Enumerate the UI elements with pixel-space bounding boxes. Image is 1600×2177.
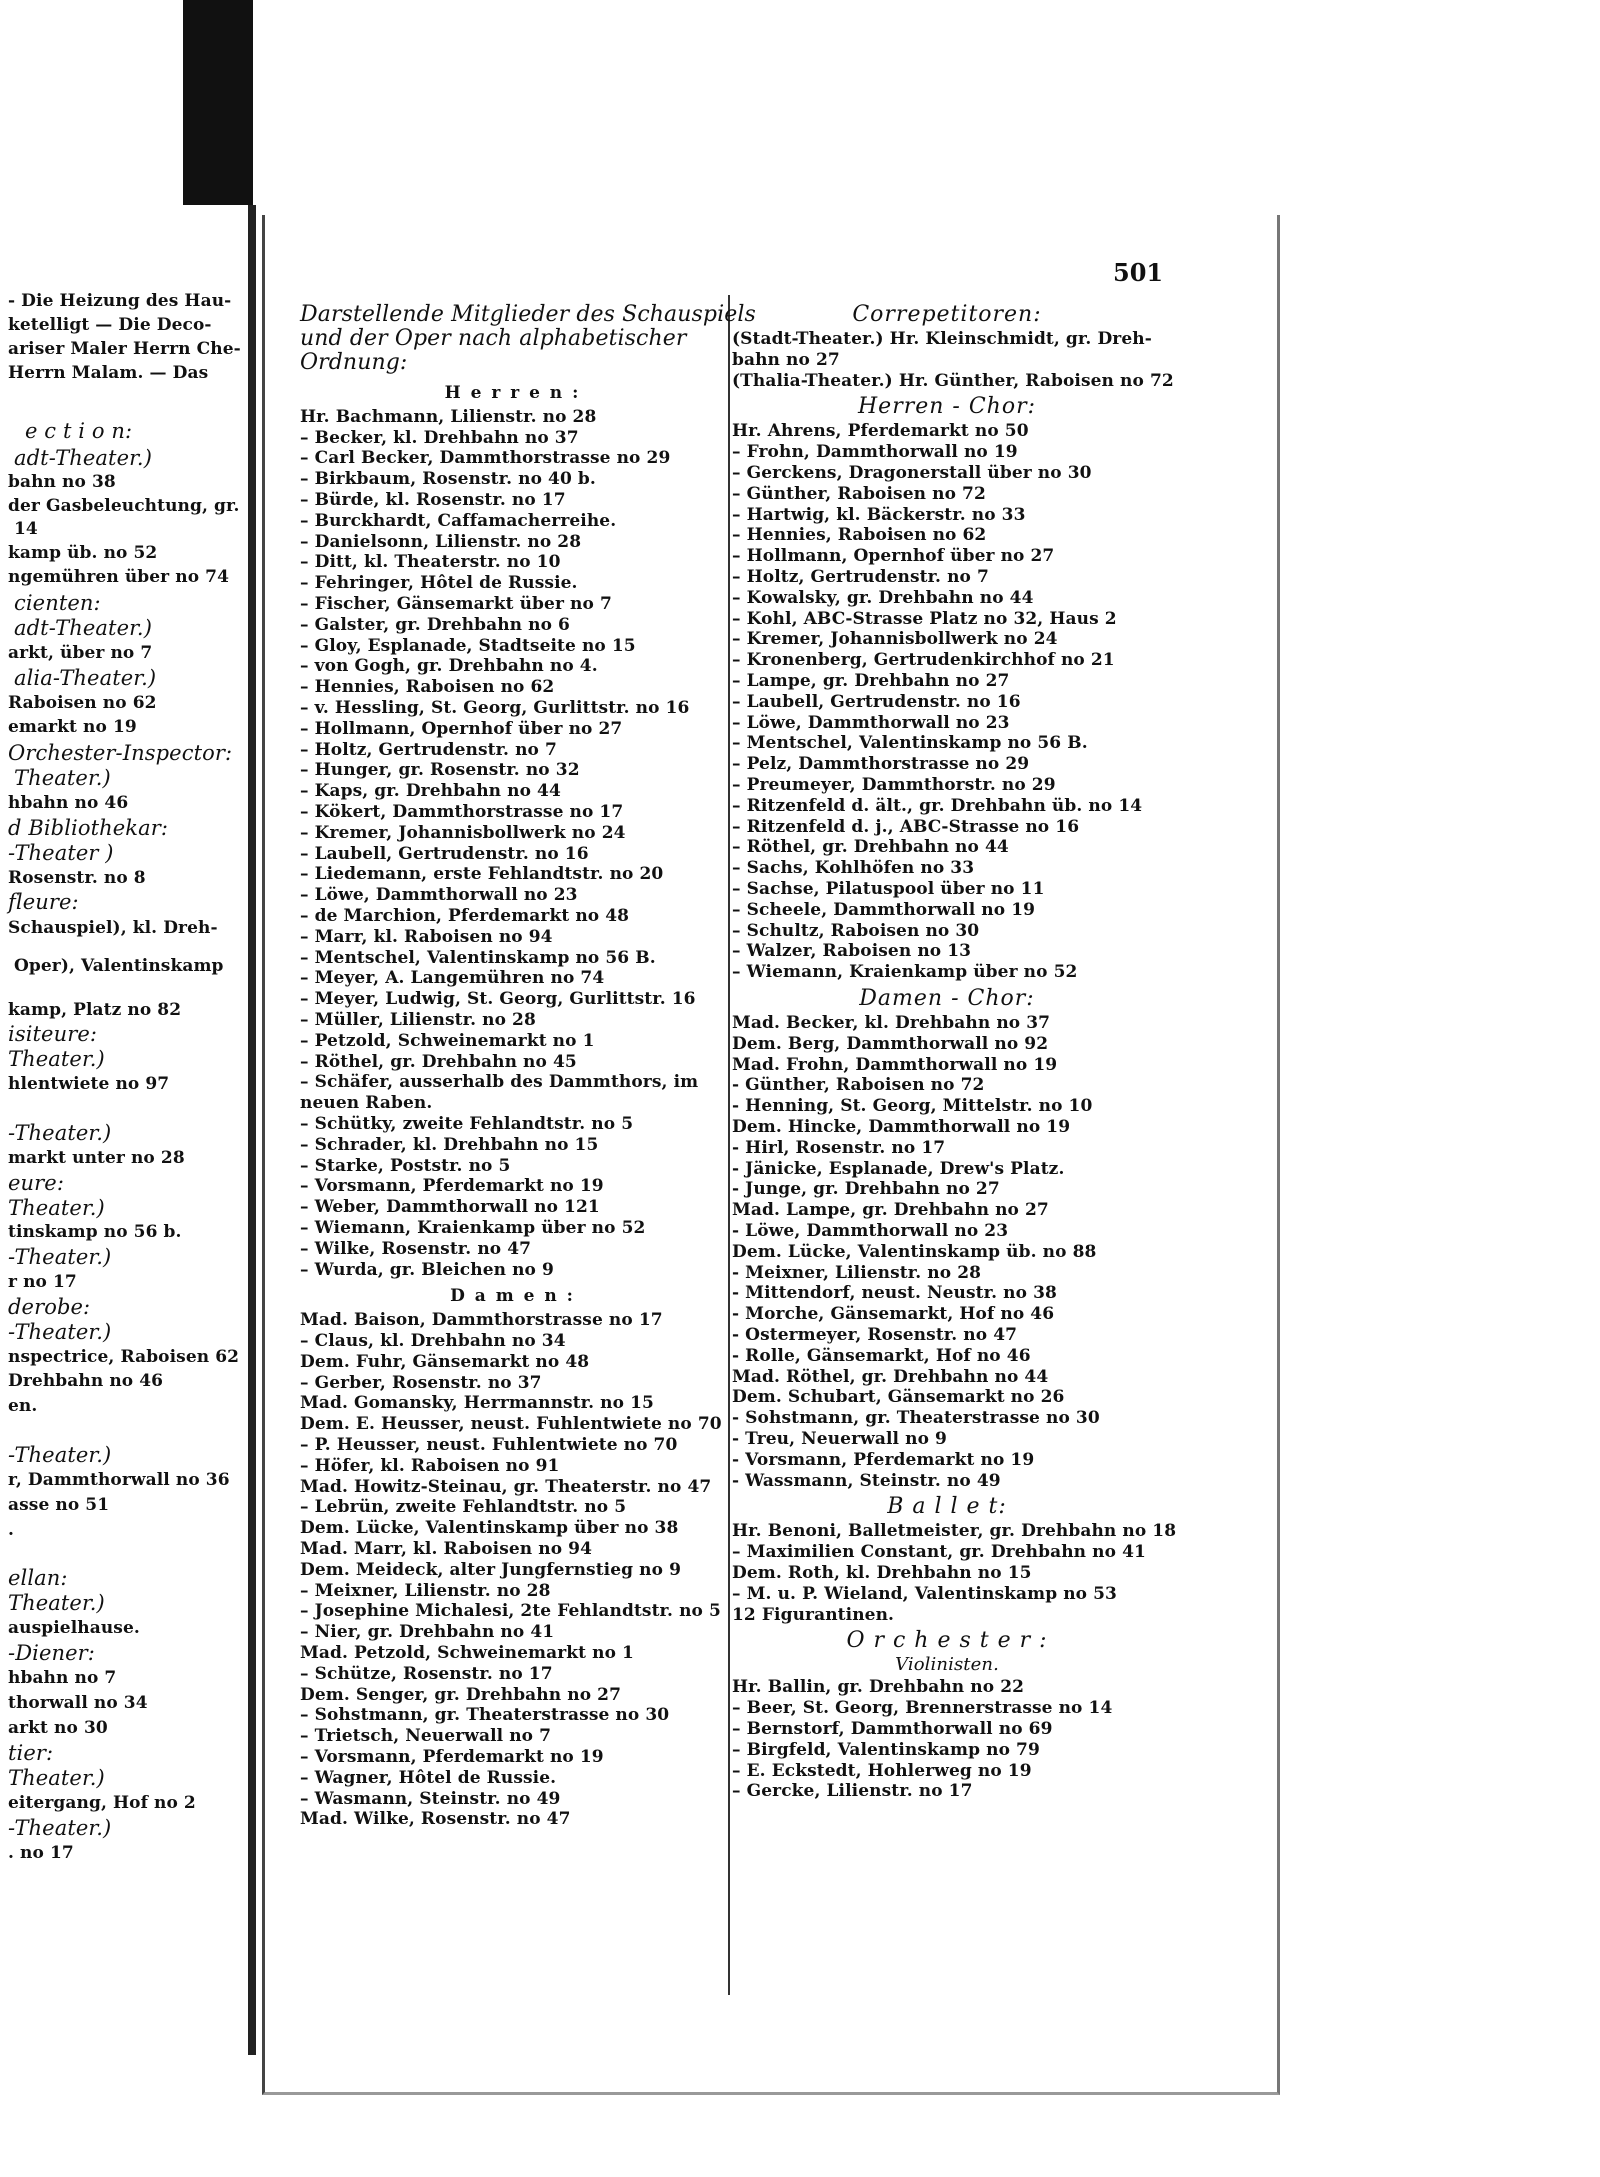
member-entry: 12 Figurantinen. bbox=[732, 1604, 895, 1625]
left-fragment-line: ngemühren über no 74 bbox=[8, 567, 230, 587]
left-fragment-line: -Theater.) bbox=[8, 1816, 112, 1840]
member-entry: – Preumeyer, Dammthorstr. no 29 bbox=[732, 775, 1056, 795]
member-entry: – Petzold, Schweinemarkt no 1 bbox=[300, 1030, 595, 1051]
left-fragment-line: kamp, Platz no 82 bbox=[8, 1000, 182, 1020]
left-fragment-line: . no 17 bbox=[8, 1843, 74, 1863]
member-entry: – Danielsonn, Lilienstr. no 28 bbox=[300, 531, 582, 552]
member-entry: – Claus, kl. Drehbahn no 34 bbox=[300, 1331, 566, 1351]
section-title: Correpetitoren: bbox=[852, 302, 1042, 327]
member-entry: Mad. Petzold, Schweinemarkt no 1 bbox=[300, 1643, 634, 1663]
member-entry: – Scheele, Dammthorwall no 19 bbox=[732, 899, 1036, 920]
member-entry: – Josephine Michalesi, 2te Fehlandtstr. no 5 bbox=[300, 1601, 721, 1622]
member-entry: – Galster, gr. Drehbahn no 6 bbox=[300, 614, 570, 635]
member-entry: Mad. Howitz-Steinau, gr. Theaterstr. no 47 bbox=[300, 1476, 712, 1497]
member-entry: - Meixner, Lilienstr. no 28 bbox=[732, 1262, 982, 1283]
left-fragment-line: - Die Heizung des Hau- bbox=[8, 291, 232, 311]
section-title: H e r r e n : bbox=[444, 383, 581, 403]
member-entry: Dem. Lücke, Valentinskamp üb. no 88 bbox=[732, 1241, 1097, 1262]
member-entry: Mad. Marr, kl. Raboisen no 94 bbox=[300, 1539, 593, 1559]
member-entry: – Meyer, A. Langemühren no 74 bbox=[300, 968, 605, 989]
member-entry: Dem. E. Heusser, neust. Fuhlentwiete no 70 bbox=[300, 1414, 722, 1435]
left-fragment-line: Theater.) bbox=[8, 1591, 105, 1615]
member-entry: - Hirl, Rosenstr. no 17 bbox=[732, 1137, 946, 1158]
member-entry: - Günther, Raboisen no 72 bbox=[732, 1075, 985, 1096]
member-entry: (Thalia-Theater.) Hr. Günther, Raboisen no 72 bbox=[732, 370, 1174, 391]
member-entry: - Mittendorf, neust. Neustr. no 38 bbox=[732, 1283, 1057, 1304]
section-title: O r c h e s t e r : bbox=[846, 1628, 1048, 1654]
member-entry: – Mentschel, Valentinskamp no 56 B. bbox=[300, 947, 656, 968]
member-entry: – Frohn, Dammthorwall no 19 bbox=[732, 442, 1018, 463]
left-fragment-line: Rosenstr. no 8 bbox=[8, 868, 146, 888]
member-entry: – Hollmann, Opernhof über no 27 bbox=[300, 718, 623, 739]
member-entry: – Röthel, gr. Drehbahn no 45 bbox=[300, 1051, 577, 1072]
left-fragment-line: -Theater.) bbox=[8, 1443, 112, 1467]
member-entry: - Ostermeyer, Rosenstr. no 47 bbox=[732, 1325, 1018, 1345]
member-entry: – Bürde, kl. Rosenstr. no 17 bbox=[300, 490, 566, 510]
left-page-fragment bbox=[0, 205, 256, 2055]
member-entry: – Kohl, ABC-Strasse Platz no 32, Haus 2 bbox=[732, 608, 1117, 629]
member-entry: – von Gogh, gr. Drehbahn no 4. bbox=[300, 656, 598, 677]
member-entry: Mad. Gomansky, Herrmannstr. no 15 bbox=[300, 1393, 654, 1414]
member-entry: – Pelz, Dammthorstrasse no 29 bbox=[732, 754, 1030, 775]
left-fragment-line: eitergang, Hof no 2 bbox=[8, 1793, 196, 1813]
member-entry: Mad. Becker, kl. Drehbahn no 37 bbox=[732, 1013, 1051, 1033]
left-fragment-line: ketelligt — Die Deco- bbox=[8, 315, 212, 335]
member-entry: – Löwe, Dammthorwall no 23 bbox=[732, 712, 1010, 733]
member-entry: – Wiemann, Kraienkamp über no 52 bbox=[732, 962, 1078, 983]
member-entry: Dem. Schubart, Gänsemarkt no 26 bbox=[732, 1387, 1065, 1408]
member-entry: – Wiemann, Kraienkamp über no 52 bbox=[300, 1218, 646, 1238]
left-fragment-line: auspielhause. bbox=[8, 1618, 140, 1638]
left-fragment-line: -Theater ) bbox=[8, 841, 114, 865]
member-entry: – Schrader, kl. Drehbahn no 15 bbox=[300, 1134, 599, 1155]
member-entry: – Kremer, Johannisbollwerk no 24 bbox=[732, 629, 1058, 650]
left-fragment-line: en. bbox=[8, 1396, 38, 1416]
member-entry: – M. u. P. Wieland, Valentinskamp no 53 bbox=[732, 1583, 1117, 1604]
left-fragment-line: adt-Theater.) bbox=[14, 616, 152, 640]
left-fragment-line: cienten: bbox=[14, 591, 101, 615]
left-fragment-line: e c t i o n: bbox=[25, 419, 133, 443]
left-fragment-line: hlentwiete no 97 bbox=[8, 1074, 170, 1094]
member-entry: neuen Raben. bbox=[300, 1093, 433, 1114]
left-fragment-line: isiteure: bbox=[8, 1022, 98, 1046]
left-fragment-line: Theater.) bbox=[8, 1766, 105, 1790]
member-entry: – Beer, St. Georg, Brennerstrasse no 14 bbox=[732, 1698, 1113, 1719]
member-entry: – Gerckens, Dragonerstall über no 30 bbox=[732, 463, 1092, 483]
member-entry: - Morche, Gänsemarkt, Hof no 46 bbox=[732, 1304, 1055, 1325]
left-fragment-line: -Theater.) bbox=[8, 1121, 112, 1145]
member-entry: – Holtz, Gertrudenstr. no 7 bbox=[732, 567, 989, 587]
member-entry: - Treu, Neuerwall no 9 bbox=[732, 1429, 947, 1449]
left-fragment-line: asse no 51 bbox=[8, 1495, 110, 1515]
member-entry: – Hunger, gr. Rosenstr. no 32 bbox=[300, 760, 580, 781]
section-title: Damen - Chor: bbox=[859, 986, 1035, 1011]
member-entry: – Kowalsky, gr. Drehbahn no 44 bbox=[732, 587, 1034, 608]
member-entry: Dem. Senger, gr. Drehbahn no 27 bbox=[300, 1684, 622, 1705]
member-entry: – Wurda, gr. Bleichen no 9 bbox=[300, 1259, 554, 1280]
listing-heading: und der Oper nach alphabetischer bbox=[300, 326, 687, 351]
member-entry: – Wasmann, Steinstr. no 49 bbox=[300, 1788, 561, 1809]
member-entry: – Gloy, Esplanade, Stadtseite no 15 bbox=[300, 635, 636, 656]
left-fragment-line: hbahn no 7 bbox=[8, 1668, 117, 1688]
member-entry: – Meixner, Lilienstr. no 28 bbox=[300, 1580, 551, 1601]
member-entry: – Höfer, kl. Raboisen no 91 bbox=[300, 1455, 560, 1476]
left-fragment-line: thorwall no 34 bbox=[8, 1693, 148, 1713]
member-entry: – Wilke, Rosenstr. no 47 bbox=[300, 1238, 532, 1259]
member-entry: – de Marchion, Pferdemarkt no 48 bbox=[300, 906, 630, 926]
member-entry: – Fehringer, Hôtel de Russie. bbox=[300, 573, 578, 594]
member-entry: (Stadt-Theater.) Hr. Kleinschmidt, gr. Dreh- bbox=[732, 329, 1152, 349]
left-fragment-line: tinskamp no 56 b. bbox=[8, 1222, 182, 1242]
member-entry: – Vorsmann, Pferdemarkt no 19 bbox=[300, 1747, 604, 1767]
left-fragment-line: Raboisen no 62 bbox=[8, 693, 157, 713]
member-entry: Dem. Hincke, Dammthorwall no 19 bbox=[732, 1117, 1071, 1137]
left-fragment-line: Theater.) bbox=[8, 1196, 105, 1220]
member-entry: – Schäfer, ausserhalb des Dammthors, im bbox=[300, 1072, 699, 1093]
left-fragment-line: derobe: bbox=[8, 1295, 91, 1319]
member-entry: – Röthel, gr. Drehbahn no 44 bbox=[732, 837, 1009, 858]
column-separator bbox=[728, 295, 730, 1995]
member-entry: – Trietsch, Neuerwall no 7 bbox=[300, 1726, 552, 1747]
member-entry: – Gercke, Lilienstr. no 17 bbox=[732, 1781, 973, 1802]
left-fragment-line: 14 bbox=[14, 519, 38, 539]
left-fragment-line: d Bibliothekar: bbox=[8, 816, 169, 840]
member-entry: – Gerber, Rosenstr. no 37 bbox=[300, 1372, 542, 1393]
member-entry: Mad. Baison, Dammthorstrasse no 17 bbox=[300, 1310, 663, 1331]
member-entry: – Starke, Poststr. no 5 bbox=[300, 1155, 511, 1176]
member-entry: – Ditt, kl. Theaterstr. no 10 bbox=[300, 552, 561, 573]
member-entry: – Vorsmann, Pferdemarkt no 19 bbox=[300, 1176, 604, 1197]
left-fragment-line: Orchester-Inspector: bbox=[8, 741, 233, 765]
member-entry: – Laubell, Gertrudenstr. no 16 bbox=[732, 691, 1021, 712]
member-entry: – Hollmann, Opernhof über no 27 bbox=[732, 546, 1055, 567]
member-entry: – Sachse, Pilatuspool über no 11 bbox=[732, 879, 1045, 899]
member-entry: Hr. Ahrens, Pferdemarkt no 50 bbox=[732, 421, 1029, 442]
section-title: B a l l e t: bbox=[887, 1494, 1007, 1520]
member-entry: – Weber, Dammthorwall no 121 bbox=[300, 1197, 600, 1218]
member-entry: - Vorsmann, Pferdemarkt no 19 bbox=[732, 1449, 1035, 1470]
member-entry: Hr. Ballin, gr. Drehbahn no 22 bbox=[732, 1677, 1025, 1698]
member-entry: Hr. Benoni, Balletmeister, gr. Drehbahn no 18 bbox=[732, 1521, 1177, 1542]
member-entry: - Rolle, Gänsemarkt, Hof no 46 bbox=[732, 1345, 1031, 1366]
member-entry: Mad. Röthel, gr. Drehbahn no 44 bbox=[732, 1366, 1049, 1387]
member-entry: Dem. Meideck, alter Jungfernstieg no 9 bbox=[300, 1559, 682, 1580]
listing-heading: Darstellende Mitglieder des Schauspiels bbox=[300, 302, 756, 327]
member-entry: Dem. Roth, kl. Drehbahn no 15 bbox=[732, 1563, 1032, 1583]
member-entry: – Meyer, Ludwig, St. Georg, Gurlittstr. 16 bbox=[300, 989, 696, 1010]
left-fragment-line: emarkt no 19 bbox=[8, 717, 137, 737]
left-fragment-line: kamp üb. no 52 bbox=[8, 543, 158, 563]
member-entry: – Kaps, gr. Drehbahn no 44 bbox=[300, 781, 561, 802]
left-fragment-line: r, Dammthorwall no 36 bbox=[8, 1470, 230, 1490]
member-entry: – Günther, Raboisen no 72 bbox=[732, 483, 986, 504]
left-fragment-line: -Theater.) bbox=[8, 1245, 112, 1269]
member-entry: – Kremer, Johannisbollwerk no 24 bbox=[300, 822, 626, 843]
member-entry: – Birkbaum, Rosenstr. no 40 b. bbox=[300, 469, 596, 490]
member-entry: – Laubell, Gertrudenstr. no 16 bbox=[300, 843, 589, 864]
left-fragment-line: fleure: bbox=[8, 890, 79, 914]
left-fragment-line: Oper), Valentinskamp bbox=[14, 956, 224, 976]
member-entry: - Wassmann, Steinstr. no 49 bbox=[732, 1470, 1001, 1491]
member-entry: Hr. Bachmann, Lilienstr. no 28 bbox=[300, 406, 597, 427]
member-entry: - Jänicke, Esplanade, Drew's Platz. bbox=[732, 1158, 1065, 1179]
member-entry: - Sohstmann, gr. Theaterstrasse no 30 bbox=[732, 1408, 1100, 1429]
member-entry: – P. Heusser, neust. Fuhlentwiete no 70 bbox=[300, 1435, 678, 1455]
member-entry: – Ritzenfeld d. ält., gr. Drehbahn üb. no 14 bbox=[732, 795, 1143, 816]
left-fragment-line: -Diener: bbox=[8, 1641, 95, 1665]
left-fragment-line: adt-Theater.) bbox=[14, 446, 152, 470]
left-fragment-line: alia-Theater.) bbox=[14, 666, 157, 690]
left-fragment-line: Theater.) bbox=[8, 1047, 105, 1071]
left-fragment-line: -Theater.) bbox=[8, 1320, 112, 1344]
member-entry: Dem. Fuhr, Gänsemarkt no 48 bbox=[300, 1351, 590, 1372]
member-entry: – Schultz, Raboisen no 30 bbox=[732, 920, 980, 941]
member-entry: – Birgfeld, Valentinskamp no 79 bbox=[732, 1739, 1040, 1760]
member-entry: – Becker, kl. Drehbahn no 37 bbox=[300, 427, 579, 448]
member-entry: – Fischer, Gänsemarkt über no 7 bbox=[300, 594, 612, 614]
left-fragment-line: arkt no 30 bbox=[8, 1718, 108, 1738]
member-entry: - Henning, St. Georg, Mittelstr. no 10 bbox=[732, 1096, 1093, 1117]
left-fragment-line: arkt, über no 7 bbox=[8, 643, 153, 663]
member-entry: – Carl Becker, Dammthorstrasse no 29 bbox=[300, 448, 671, 469]
member-entry: – Liedemann, erste Fehlandtstr. no 20 bbox=[300, 864, 664, 885]
member-entry: – Schütze, Rosenstr. no 17 bbox=[300, 1663, 553, 1684]
member-entry: – Hartwig, kl. Bäckerstr. no 33 bbox=[732, 504, 1026, 525]
member-entry: – Lampe, gr. Drehbahn no 27 bbox=[732, 671, 1010, 691]
member-entry: – Walzer, Raboisen no 13 bbox=[732, 941, 972, 962]
left-fragment-line: eure: bbox=[8, 1171, 64, 1195]
left-fragment-line: Herrn Malam. — Das bbox=[8, 363, 209, 383]
member-entry: – Mentschel, Valentinskamp no 56 B. bbox=[732, 733, 1088, 754]
left-fragment-line: Schauspiel), kl. Dreh- bbox=[8, 918, 218, 938]
member-entry: – Burckhardt, Caffamacherreihe. bbox=[300, 510, 617, 531]
page-number: 501 bbox=[1113, 258, 1164, 287]
member-entry: Mad. Wilke, Rosenstr. no 47 bbox=[300, 1809, 571, 1830]
member-entry: – Müller, Lilienstr. no 28 bbox=[300, 1010, 536, 1030]
member-entry: - Junge, gr. Drehbahn no 27 bbox=[732, 1179, 1000, 1200]
member-entry: – Wagner, Hôtel de Russie. bbox=[300, 1767, 557, 1788]
member-entry: – Bernstorf, Dammthorwall no 69 bbox=[732, 1719, 1053, 1739]
left-fragment-line: hbahn no 46 bbox=[8, 793, 129, 813]
member-entry: – Sohstmann, gr. Theaterstrasse no 30 bbox=[300, 1705, 670, 1726]
member-entry: – Kökert, Dammthorstrasse no 17 bbox=[300, 802, 624, 822]
left-fragment-line: ariser Maler Herrn Che- bbox=[8, 339, 241, 359]
member-entry: – Lebrün, zweite Fehlandtstr. no 5 bbox=[300, 1497, 627, 1518]
left-fragment-line: ellan: bbox=[8, 1566, 68, 1590]
member-entry: - Löwe, Dammthorwall no 23 bbox=[732, 1221, 1009, 1241]
left-fragment-line: markt unter no 28 bbox=[8, 1148, 185, 1168]
member-entry: Mad. Frohn, Dammthorwall no 19 bbox=[732, 1054, 1058, 1075]
listing-heading: Ordnung: bbox=[300, 350, 408, 375]
member-entry: Dem. Lücke, Valentinskamp über no 38 bbox=[300, 1518, 679, 1539]
member-entry: – Holtz, Gertrudenstr. no 7 bbox=[300, 739, 557, 760]
member-entry: – Ritzenfeld d. j., ABC-Strasse no 16 bbox=[732, 816, 1080, 837]
member-entry: – Nier, gr. Drehbahn no 41 bbox=[300, 1622, 555, 1643]
member-entry: Mad. Lampe, gr. Drehbahn no 27 bbox=[732, 1200, 1049, 1221]
left-fragment-line: r no 17 bbox=[8, 1272, 77, 1292]
member-entry: bahn no 27 bbox=[732, 349, 840, 370]
member-entry: – Löwe, Dammthorwall no 23 bbox=[300, 885, 578, 906]
member-entry: – Hennies, Raboisen no 62 bbox=[300, 677, 555, 698]
section-title: Herren - Chor: bbox=[857, 394, 1037, 420]
member-entry: – Schütky, zweite Fehlandtstr. no 5 bbox=[300, 1114, 634, 1134]
left-fragment-line: Theater.) bbox=[14, 766, 111, 790]
section-title: D a m e n : bbox=[450, 1286, 575, 1307]
left-fragment-line: . bbox=[8, 1520, 15, 1540]
member-entry: – Marr, kl. Raboisen no 94 bbox=[300, 926, 553, 947]
left-fragment-line: bahn no 38 bbox=[8, 472, 116, 492]
left-fragment-line: der Gasbeleuchtung, gr. bbox=[8, 496, 240, 516]
member-entry: – Sachs, Kohlhöfen no 33 bbox=[732, 858, 975, 879]
member-entry: – v. Hessling, St. Georg, Gurlittstr. no 16 bbox=[300, 698, 690, 718]
member-entry: – E. Eckstedt, Hohlerweg no 19 bbox=[732, 1760, 1032, 1781]
member-entry: – Hennies, Raboisen no 62 bbox=[732, 525, 987, 546]
left-fragment-line: Drehbahn no 46 bbox=[8, 1371, 164, 1391]
member-entry: Dem. Berg, Dammthorwall no 92 bbox=[732, 1033, 1049, 1054]
member-entry: – Kronenberg, Gertrudenkirchhof no 21 bbox=[732, 650, 1115, 671]
left-fragment-line: nspectrice, Raboisen 62 bbox=[8, 1347, 240, 1367]
member-entry: – Maximilien Constant, gr. Drehbahn no 41 bbox=[732, 1542, 1146, 1563]
left-fragment-line: tier: bbox=[8, 1741, 54, 1765]
section-subtitle: Violinisten. bbox=[895, 1654, 999, 1676]
